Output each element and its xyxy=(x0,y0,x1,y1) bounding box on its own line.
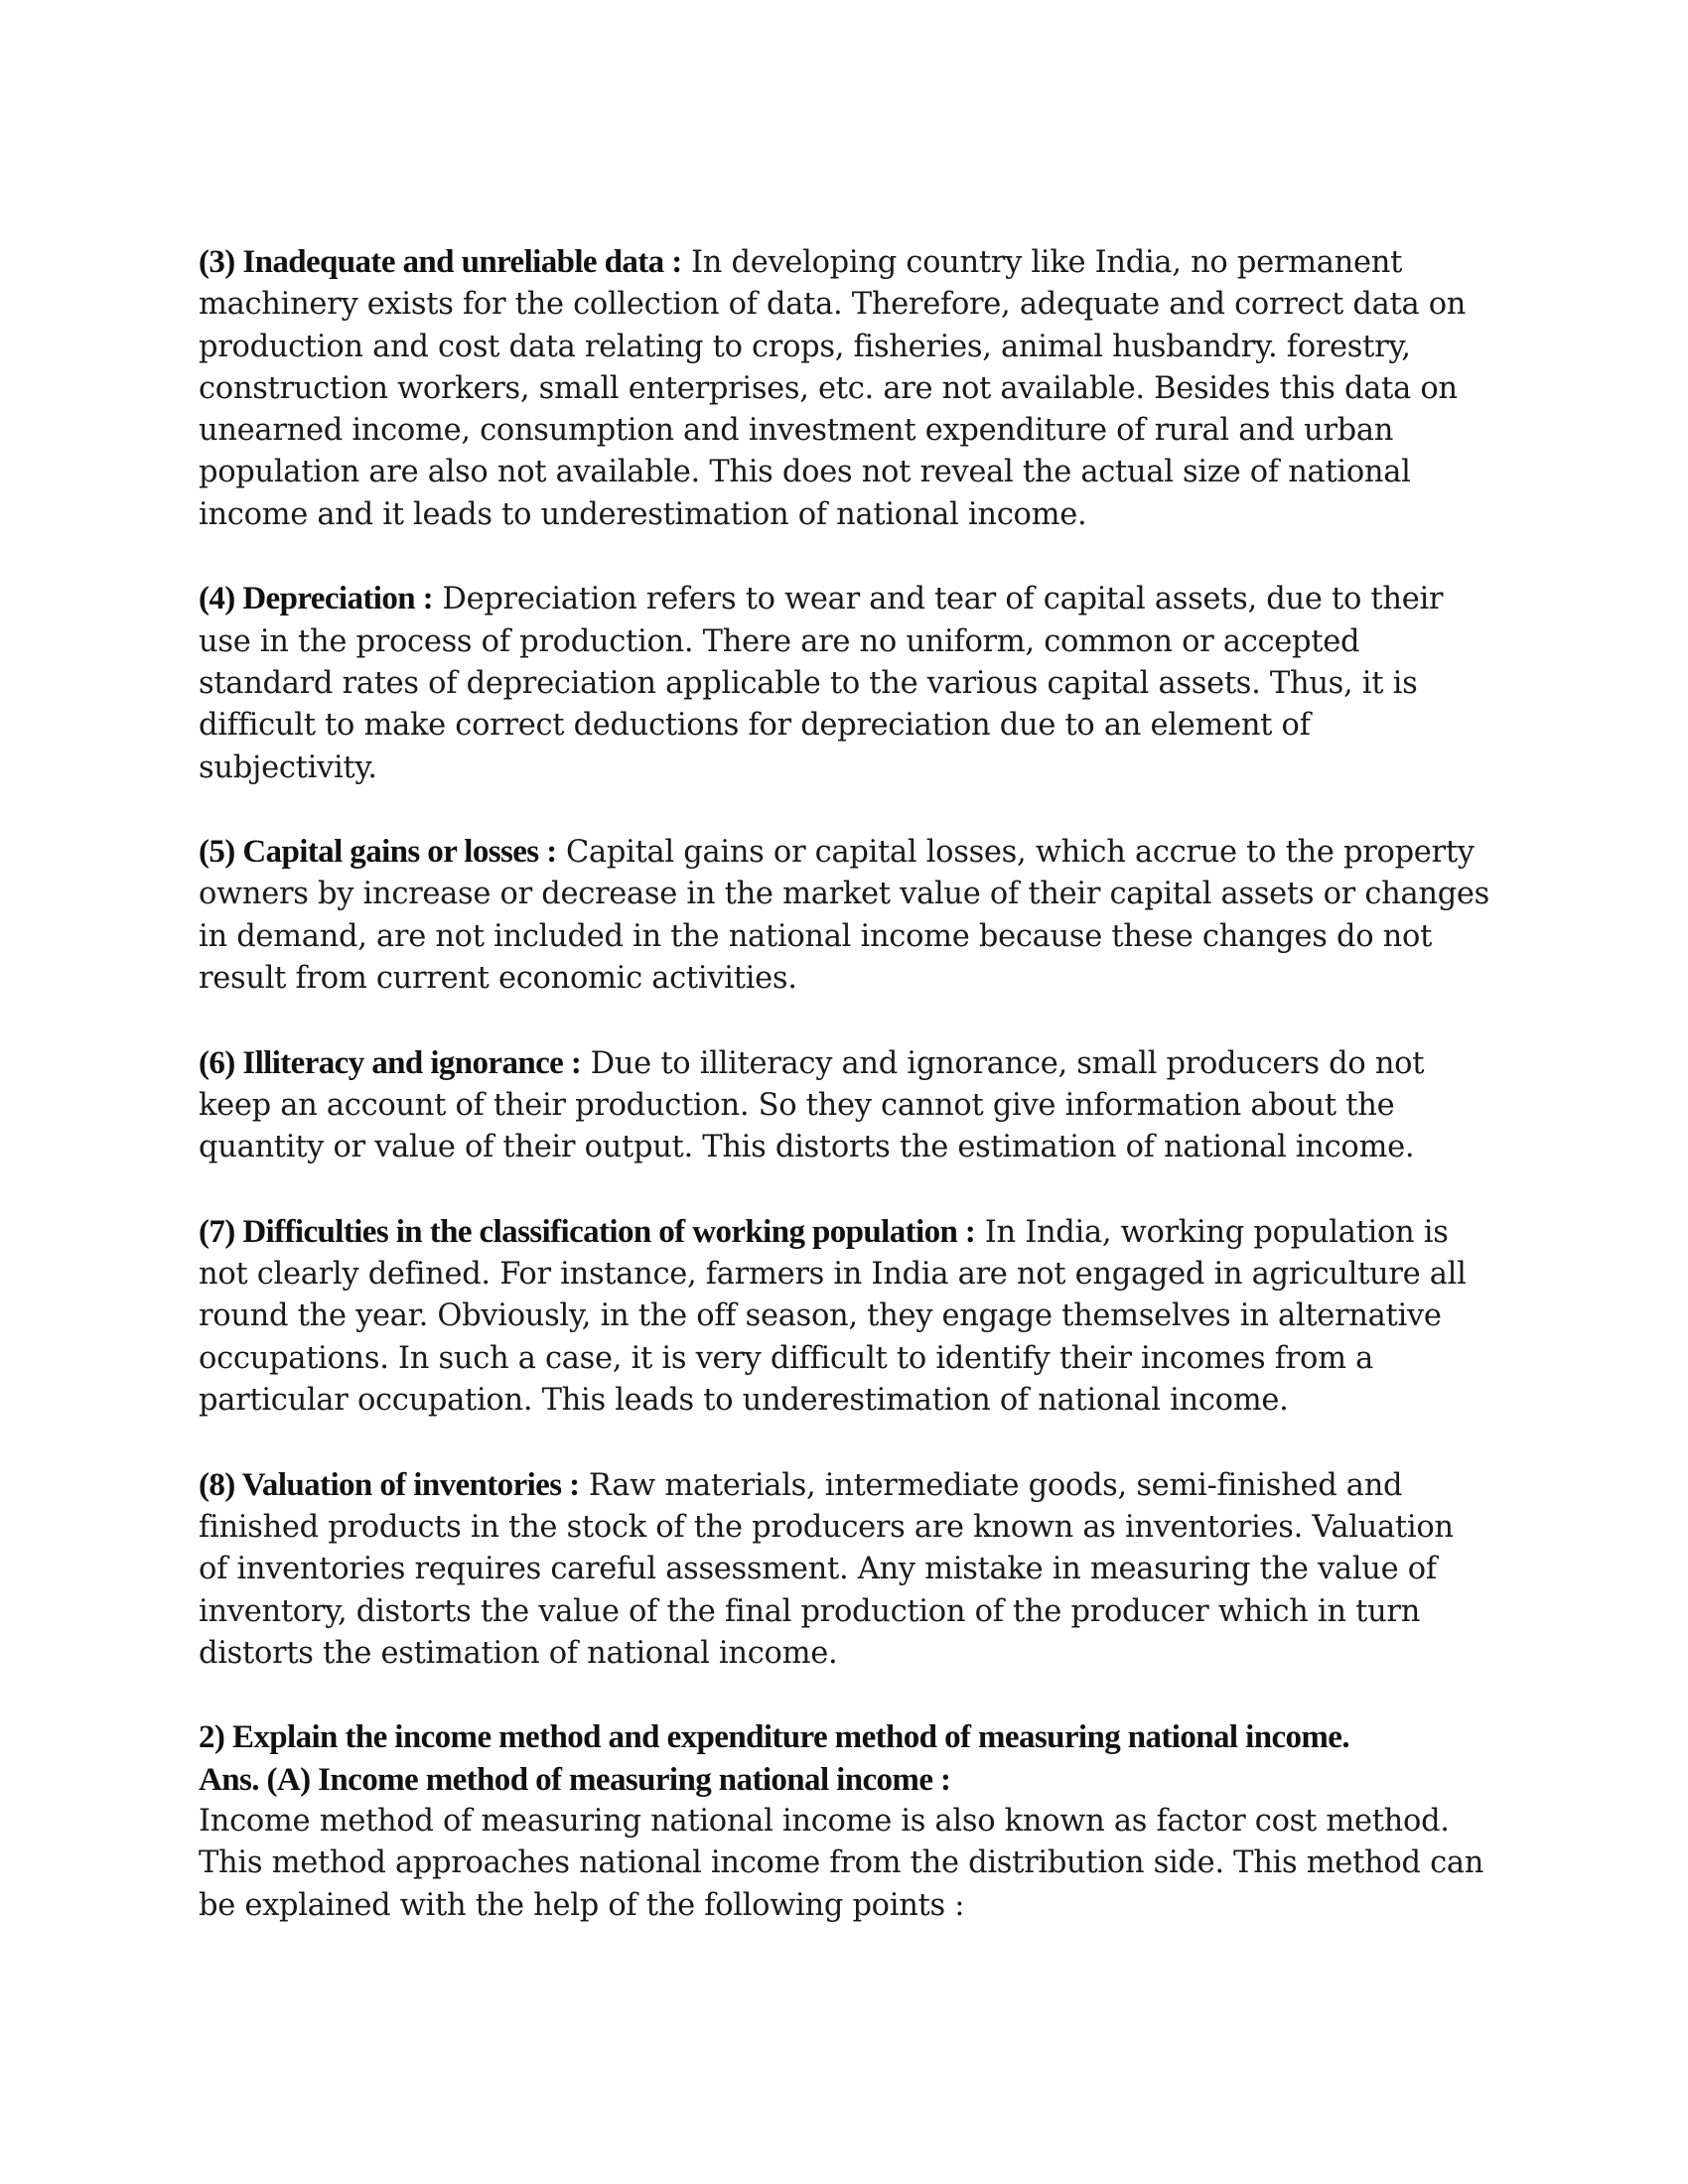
paragraph-body: Due to illiteracy and ignorance, small producers do not keep an account of their production. So they cannot give information about the quantity or value of their output. This distorts the estimation of national income. xyxy=(199,1045,1425,1165)
paragraph-heading: (8) Valuation of inventories : xyxy=(199,1466,580,1503)
paragraph-body: Raw materials, intermediate goods, semi-finished and finished products in the stock of the producers are known as inventories. Valuation of inventories requires careful assessment. Any mistake in measuring the value of inventory, distorts the value of the final production of the producer which in turn distorts the estimation of national income. xyxy=(199,1467,1454,1671)
paragraph-depreciation xyxy=(199,578,1489,788)
paragraph-body: In developing country like India, no permanent machinery exists for the collection of data. Therefore, adequate and correct data on production and cost data relating to crops, fisheries, animal husbandry. forestry, construction workers, small enterprises, etc. are not available. Besides this data on unearned income, consumption and investment expenditure of rural and urban population are also not available. This does not reveal the actual size of national income and it leads to underestimation of national income. xyxy=(199,245,1467,532)
paragraph-heading: (4) Depreciation : xyxy=(199,581,434,617)
paragraph-body: Capital gains or capital losses, which accrue to the property owners by increase or decrease in the market value of their capital assets or changes in demand, are not included in the national income because these changes do not result from current economic activities. xyxy=(199,835,1490,997)
paragraph-inadequate-data xyxy=(199,241,1489,536)
paragraph-illiteracy xyxy=(199,1042,1489,1169)
paragraph-heading: (7) Difficulties in the classification of working population : xyxy=(199,1213,976,1250)
paragraph-heading: (3) Inadequate and unreliable data : xyxy=(199,244,682,280)
paragraph-body: In India, working population is not clearly defined. For instance, farmers in India are not engaged in agriculture all round the year. Obviously, in the off season, they engage themselves in alternative occupations. In such a case, it is very difficult to identify their incomes from a particular occupation. This leads to underestimation of national income. xyxy=(199,1214,1467,1419)
question-heading: 2) Explain the income method and expenditure method of measuring national income. xyxy=(199,1719,1349,1756)
paragraph-heading: (5) Capital gains or losses : xyxy=(199,834,557,871)
answer-heading: Ans. (A) Income method of measuring national income : xyxy=(199,1761,951,1798)
paragraph-heading: (6) Illiteracy and ignorance : xyxy=(199,1044,582,1081)
paragraph-inventories xyxy=(199,1464,1489,1675)
paragraph-capital-gains xyxy=(199,831,1489,1000)
document-page xyxy=(199,241,1489,1927)
paragraph-body: Depreciation refers to wear and tear of capital assets, due to their use in the process of production. There are no uniform, common or accepted standard rates of depreciation applicable to the various capital assets. Thus, it is difficult to make correct deductions for depreciation due to an element of subjectivity. xyxy=(199,582,1444,785)
paragraph-working-population xyxy=(199,1211,1489,1422)
answer-body: Income method of measuring national income is also known as factor cost method. This method approaches national income from the distribution side. This method can be explained with the help of the following points : xyxy=(199,1803,1484,1923)
